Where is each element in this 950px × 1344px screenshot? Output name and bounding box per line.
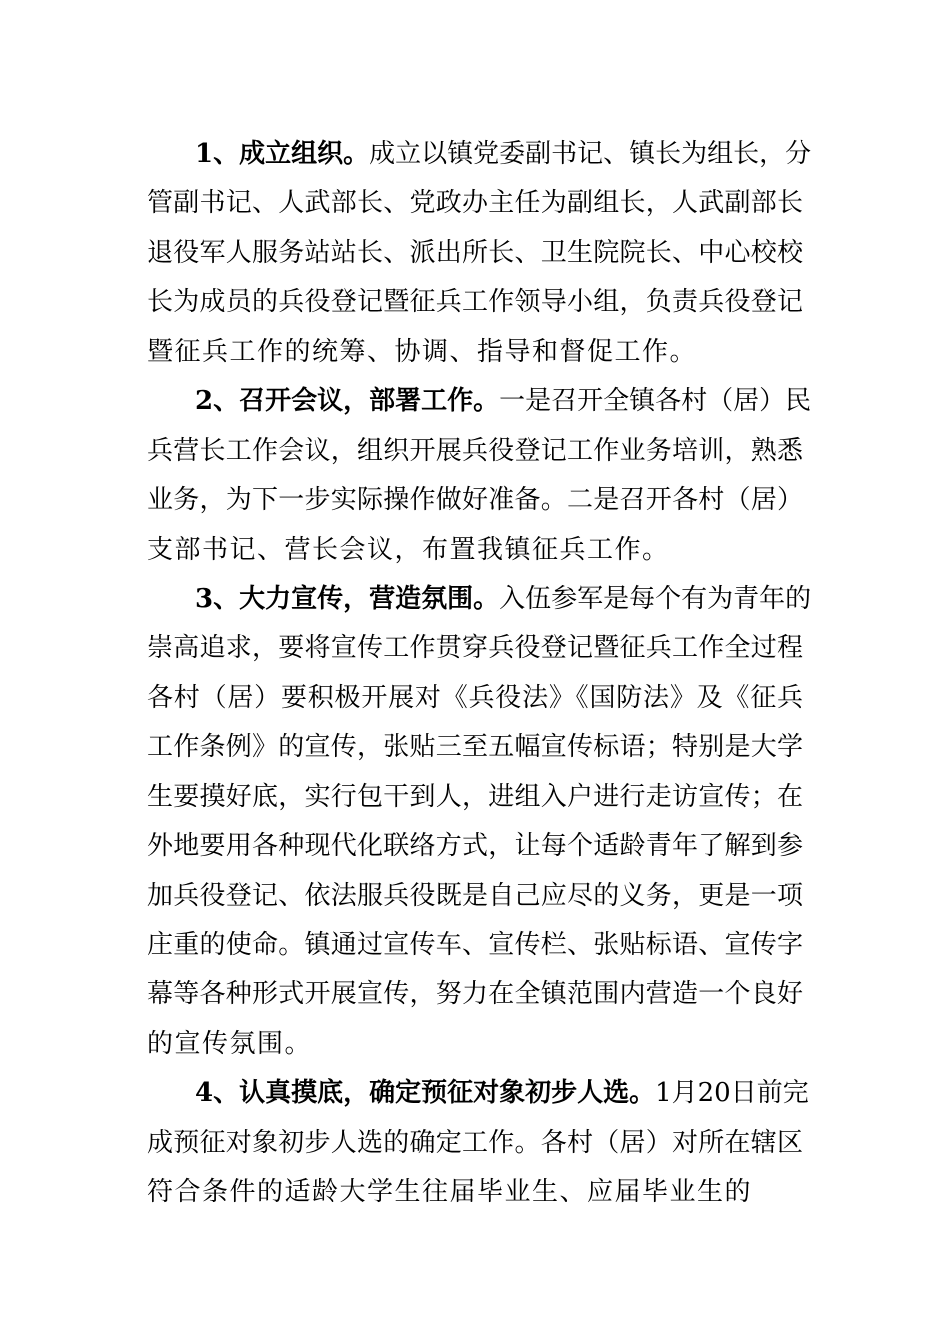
line-text: 生要摸好底，实行包干到人，进组入户进行走访宣传；在	[147, 781, 803, 812]
text-line	[147, 229, 803, 278]
line-text: 一是召开全镇各村（居）民	[499, 386, 812, 417]
text-line	[147, 1119, 803, 1168]
text-line	[147, 921, 803, 970]
line-text: 成立以镇党委副书记、镇长为组长，分	[369, 139, 812, 169]
line-text: 管副书记、人武部长、党政办主任为副组长，人武副部长	[147, 188, 803, 219]
line-text: 工作条例》的宣传，张贴三至五幅宣传标语；特别是大学	[147, 732, 803, 763]
text-line	[147, 278, 803, 327]
paragraph-4	[147, 1069, 809, 1217]
text-line	[147, 1069, 809, 1118]
text-line	[147, 1020, 803, 1069]
line-text: 崇高追求，要将宣传工作贯穿兵役登记暨征兵工作全过程	[147, 633, 803, 664]
paragraph-2	[147, 377, 812, 575]
text-line	[147, 872, 803, 921]
line-text: 入伍参军是每个有为青年的	[499, 583, 812, 614]
text-line	[147, 377, 812, 426]
text-line	[147, 476, 803, 525]
line-text: 成预征对象初步人选的确定工作。各村（居）对所在辖区	[147, 1127, 803, 1158]
line-text: 幕等各种形式开展宣传，努力在全镇范围内营造一个良好	[147, 979, 803, 1010]
paragraph-heading: 2、召开会议，部署工作。	[195, 386, 500, 417]
line-text: 1月20日前完	[655, 1078, 809, 1109]
line-text: 符合条件的适龄大学生往届毕业生、应届毕业生的	[147, 1177, 753, 1208]
line-text: 支部书记、营长会议，布置我镇征兵工作。	[147, 534, 670, 565]
text-line	[147, 427, 803, 476]
line-text: 的宣传氛围。	[147, 1028, 313, 1059]
line-text: 外地要用各种现代化联络方式，让每个适龄青年了解到参	[147, 831, 803, 862]
paragraph-3	[147, 575, 812, 1069]
document-body	[147, 130, 812, 1218]
paragraph-heading: 4、认真摸底，确定预征对象初步人选。	[195, 1078, 656, 1109]
line-text: 退役军人服务站站长、派出所长、卫生院院长、中心校校	[147, 237, 803, 268]
text-line	[147, 822, 803, 871]
line-text: 业务，为下一步实际操作做好准备。二是召开各村（居）	[147, 485, 803, 516]
paragraph-1	[147, 130, 812, 377]
line-text: 各村（居）要积极开展对《兵役法》《国防法》及《征兵	[147, 682, 803, 713]
text-line	[147, 624, 803, 673]
text-line	[147, 723, 803, 772]
text-line	[147, 130, 812, 179]
line-text: 加兵役登记、依法服兵役既是自己应尽的义务，更是一项	[147, 880, 803, 911]
text-line	[147, 1168, 803, 1217]
paragraph-heading: 1、成立组织。	[195, 139, 370, 169]
line-text: 长为成员的兵役登记暨征兵工作领导小组，负责兵役登记	[147, 287, 803, 318]
line-text: 暨征兵工作的统筹、协调、指导和督促工作。	[147, 336, 698, 367]
text-line	[147, 773, 803, 822]
text-line	[147, 526, 803, 575]
paragraph-heading: 3、大力宣传，营造氛围。	[195, 583, 500, 614]
line-text: 庄重的使命。镇通过宣传车、宣传栏、张贴标语、宣传字	[147, 930, 803, 960]
text-line	[147, 575, 812, 624]
text-line	[147, 674, 803, 723]
text-line	[147, 970, 803, 1019]
text-line	[147, 179, 803, 228]
text-line	[147, 328, 803, 377]
line-text: 兵营长工作会议，组织开展兵役登记工作业务培训，熟悉	[147, 435, 803, 466]
